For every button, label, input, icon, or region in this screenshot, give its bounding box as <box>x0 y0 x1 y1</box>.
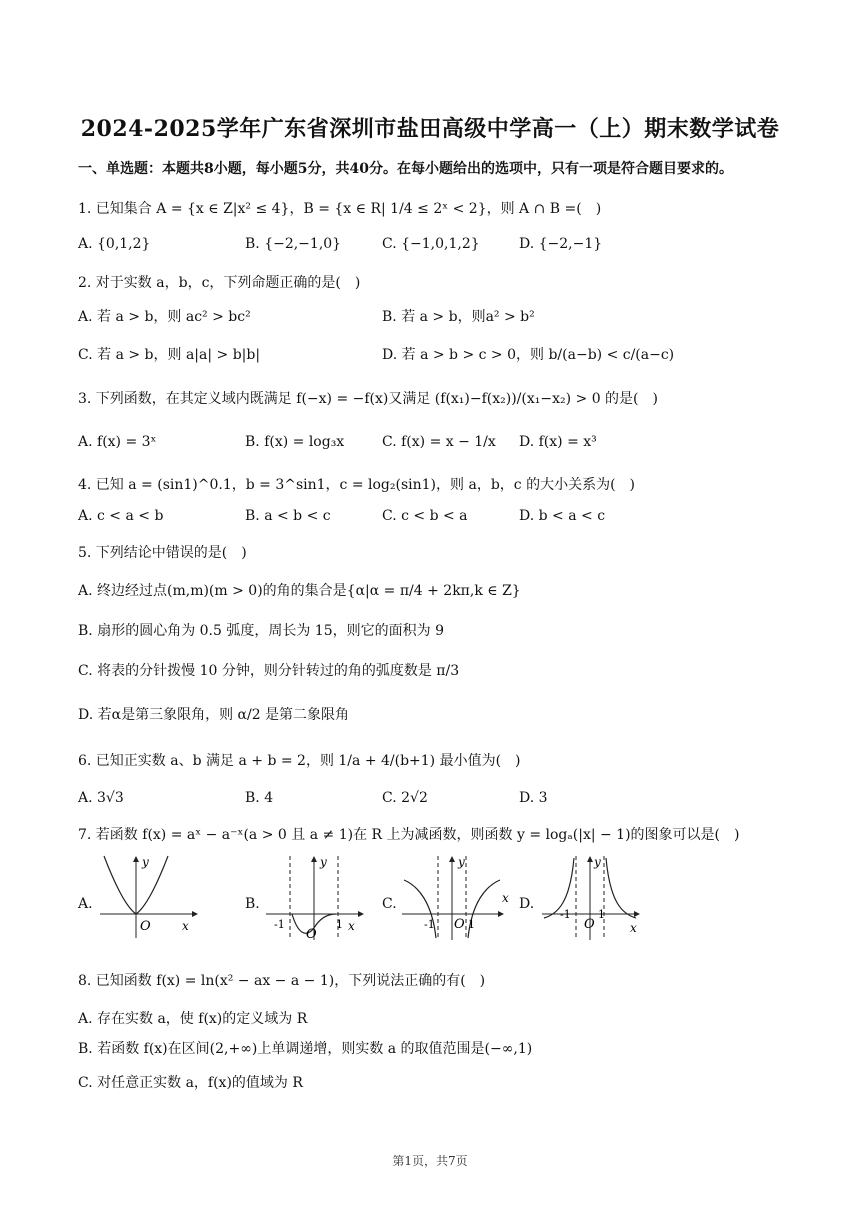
graph-a-y-label: y <box>142 855 149 869</box>
question-8-option-a: A. 存在实数 a，使 f(x)的定义域为 R <box>78 1011 308 1027</box>
question-5-option-d: D. 若α是第三象限角，则 α/2 是第二象限角 <box>78 707 350 723</box>
page-title: 2024-2025学年广东省深圳市盐田高级中学高一（上）期末数学试卷 <box>80 116 780 142</box>
graph-b-x-label: x <box>348 919 355 933</box>
graph-c-origin-label: O <box>454 917 465 932</box>
question-6-stem: 6. 已知正实数 a、b 满足 a + b = 2，则 1/a + 4/(b+1) 最小值为( ) <box>78 753 521 769</box>
graph-d-y-label: y <box>594 855 601 869</box>
question-3-option-b: B. f(x) = log₃x <box>245 434 345 450</box>
question-1-option-a: A. {0,1,2} <box>78 236 151 252</box>
graph-d-x-label: x <box>630 921 637 935</box>
question-7-stem: 7. 若函数 f(x) = aˣ − a⁻ˣ(a > 0 且 a ≠ 1)在 R 上为减函数，则函数 y = logₐ(|x| − 1)的图象可以是( ) <box>78 827 740 843</box>
question-7-option-b: B. <box>245 896 260 912</box>
graph-b <box>262 852 372 942</box>
question-8-option-c: C. 对任意正实数 a，f(x)的值域为 R <box>78 1075 303 1091</box>
question-4-option-a: A. c < a < b <box>78 508 164 524</box>
question-5-option-c: C. 将表的分针拨慢 10 分钟，则分针转过的角的弧度数是 π/3 <box>78 663 460 679</box>
question-1-option-d: D. {−2,−1} <box>519 236 603 252</box>
question-6-option-c: C. 2√2 <box>382 790 428 806</box>
question-6-option-d: D. 3 <box>519 790 548 806</box>
question-2-option-b: B. 若 a > b，则a² > b² <box>382 309 535 325</box>
graph-c-neg-one-label: -1 <box>424 918 435 931</box>
question-1-stem: 1. 已知集合 A = {x ∈ Z|x² ≤ 4}，B = {x ∈ R| 1/4 ≤ 2ˣ < 2}，则 A ∩ B =( ) <box>78 201 602 217</box>
graph-c <box>398 852 508 942</box>
question-7-option-d: D. <box>519 896 535 912</box>
question-3-option-c: C. f(x) = x − 1/x <box>382 434 496 450</box>
question-6-option-a: A. 3√3 <box>78 790 124 806</box>
graph-d-origin-label: O <box>584 917 595 932</box>
question-3-option-a: A. f(x) = 3ˣ <box>78 434 157 450</box>
section-heading: 一、单选题：本题共8小题，每小题5分，共40分。在每小题给出的选项中，只有一项是符合题目要求的。 <box>78 161 733 177</box>
question-4-stem: 4. 已知 a = (sin1)^0.1，b = 3^sin1，c = log₂(sin1)，则 a，b，c 的大小关系为( ) <box>78 477 635 493</box>
question-4-option-c: C. c < b < a <box>382 508 468 524</box>
graph-b-one-label: 1 <box>336 918 343 931</box>
graph-b-origin-label: O <box>306 927 317 942</box>
question-2-option-d: D. 若 a > b > c > 0，则 b/(a−b) < c/(a−c) <box>382 347 675 363</box>
question-1-option-b: B. {−2,−1,0} <box>245 236 342 252</box>
graph-b-y-label: y <box>320 855 327 869</box>
question-7-option-a: A. <box>78 896 93 912</box>
graph-d <box>538 852 648 942</box>
question-6-option-b: B. 4 <box>245 790 274 806</box>
graph-c-y-label: y <box>458 855 465 869</box>
question-1-option-c: C. {−1,0,1,2} <box>382 236 480 252</box>
question-5-stem: 5. 下列结论中错误的是( ) <box>78 545 247 561</box>
question-2-option-a: A. 若 a > b，则 ac² > bc² <box>78 309 251 325</box>
graph-a-x-label: x <box>182 919 189 933</box>
question-4-option-b: B. a < b < c <box>245 508 331 524</box>
question-8-stem: 8. 已知函数 f(x) = ln(x² − ax − a − 1)，下列说法正确的有( ) <box>78 973 486 989</box>
question-4-option-d: D. b < a < c <box>519 508 606 524</box>
page-footer: 第1页，共7页 <box>392 1154 468 1168</box>
question-7-option-c: C. <box>382 896 397 912</box>
question-3-option-d: D. f(x) = x³ <box>519 434 597 450</box>
graph-d-one-label: 1 <box>598 908 605 921</box>
graph-a <box>96 852 206 942</box>
graph-b-neg-one-label: -1 <box>274 918 285 931</box>
question-5-option-a: A. 终边经过点(m,m)(m > 0)的角的集合是{α|α = π/4 + 2kπ,k ∈ Z} <box>78 583 521 599</box>
graph-c-x-label: x <box>502 891 509 905</box>
question-5-option-b: B. 扇形的圆心角为 0.5 弧度，周长为 15，则它的面积为 9 <box>78 623 444 639</box>
graph-d-neg-one-label: -1 <box>560 908 571 921</box>
question-8-option-b: B. 若函数 f(x)在区间(2,+∞)上单调递增，则实数 a 的取值范围是(−∞,1) <box>78 1041 533 1057</box>
question-3-stem: 3. 下列函数，在其定义域内既满足 f(−x) = −f(x)又满足 (f(x₁)−f(x₂))/(x₁−x₂) > 0 的是( ) <box>78 391 658 407</box>
question-2-option-c: C. 若 a > b，则 a|a| > b|b| <box>78 347 261 363</box>
graph-a-origin-label: O <box>140 919 151 934</box>
question-2-stem: 2. 对于实数 a，b，c，下列命题正确的是( ) <box>78 275 361 291</box>
graph-c-one-label: 1 <box>468 918 475 931</box>
